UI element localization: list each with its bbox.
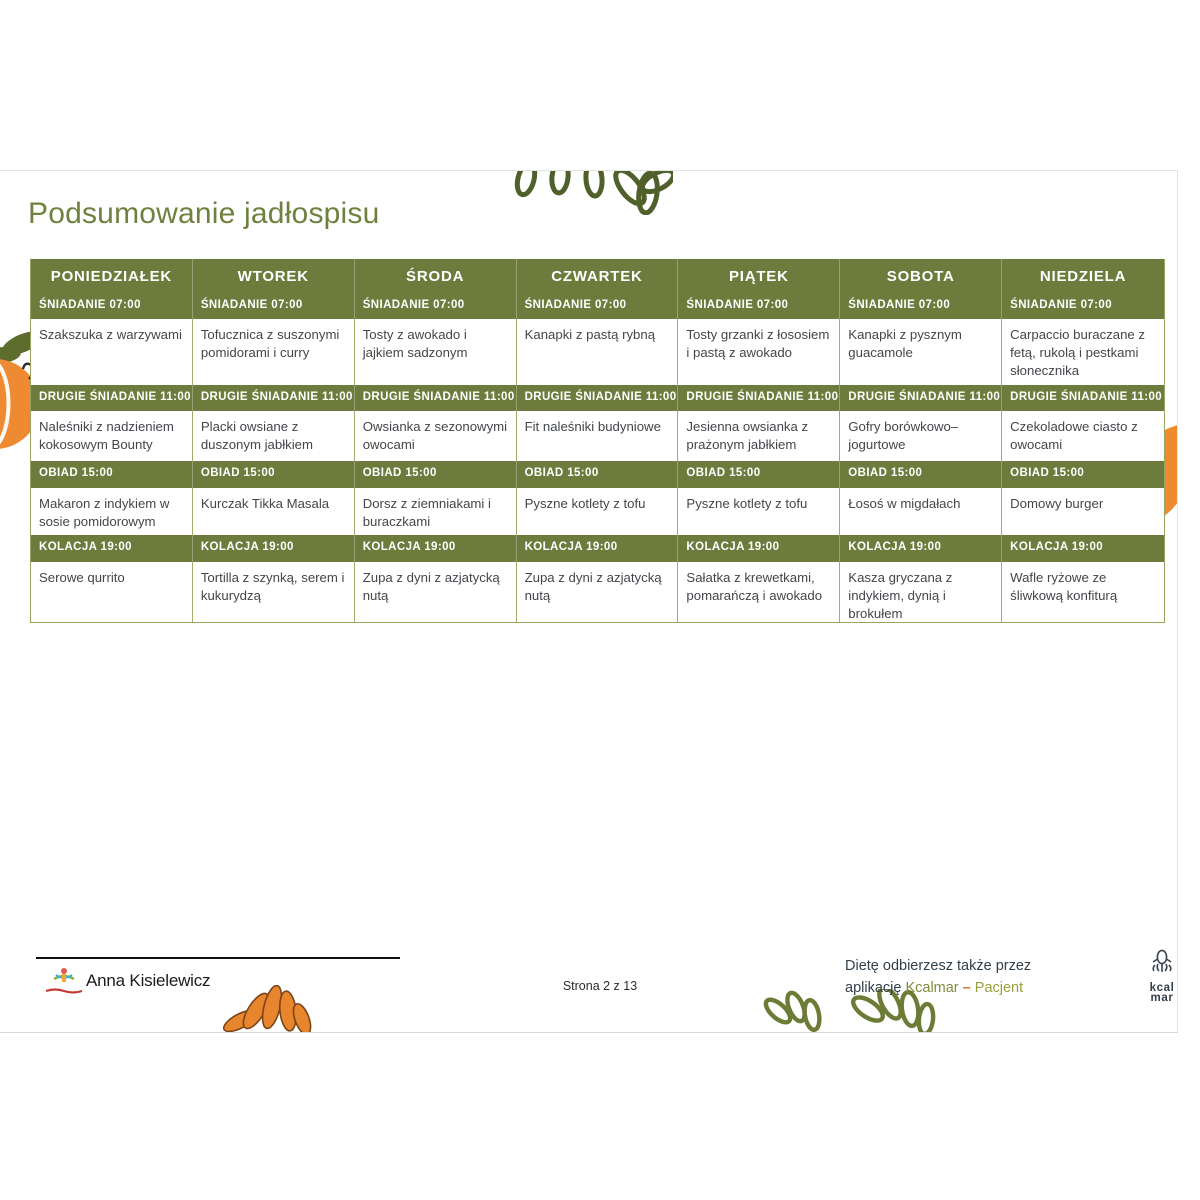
meal-slot-label-2: DRUGIE ŚNIADANIE 11:00 [1002,385,1164,411]
page-title: Podsumowanie jadłospisu [28,197,380,230]
app-note-line2-prefix: aplikację [845,980,906,997]
meal-cell: Gofry borówkowo–jogurtowe [840,411,1002,461]
meal-cell: Kanapki z pastą rybną [517,319,679,385]
kcalmar-logo-text-top: kcal [1149,982,1175,994]
meal-slot-label-1: ŚNIADANIE 07:00 [517,293,679,319]
meal-slot-label-4: KOLACJA 19:00 [678,535,840,562]
meal-cell: Jesienna owsianka z prażonym jabłkiem [678,411,840,461]
squid-icon [1147,949,1177,979]
meal-cell: Tosty grzanki z łososiem i pastą z awokado [678,319,840,385]
day-header-4: CZWARTEK [517,259,679,293]
page-number: Strona 2 z 13 [562,979,638,993]
meal-slot-label-2: DRUGIE ŚNIADANIE 11:00 [31,385,193,411]
meal-cell: Kasza gryczana z indykiem, dynią i brokułem [840,562,1002,622]
author-name: Anna Kisielewicz [86,971,211,990]
meal-slot-label-4: KOLACJA 19:00 [355,535,517,562]
meal-slot-label-1: ŚNIADANIE 07:00 [355,293,517,319]
meal-slot-label-1: ŚNIADANIE 07:00 [1002,293,1164,319]
meal-cell: Fit naleśniki budyniowe [517,411,679,461]
day-header-3: ŚRODA [355,259,517,293]
meal-cell: Czekoladowe ciasto z owocami [1002,411,1164,461]
meal-slot-label-3: OBIAD 15:00 [31,461,193,488]
meal-slot-label-2: DRUGIE ŚNIADANIE 11:00 [840,385,1002,411]
meal-cell: Pyszne kotlety z tofu [517,488,679,535]
meal-cell: Łosoś w migdałach [840,488,1002,535]
meal-slot-label-3: OBIAD 15:00 [193,461,355,488]
meal-slot-label-3: OBIAD 15:00 [678,461,840,488]
leaf-branch-top-icon [498,170,673,215]
day-header-2: WTOREK [193,259,355,293]
meal-slot-label-1: ŚNIADANIE 07:00 [678,293,840,319]
meal-cell: Tosty z awokado i jajkiem sadzonym [355,319,517,385]
meal-slot-label-2: DRUGIE ŚNIADANIE 11:00 [193,385,355,411]
meal-cell: Tortilla z szynką, serem i kukurydzą [193,562,355,622]
day-header-5: PIĄTEK [678,259,840,293]
meal-cell: Naleśniki z nadzieniem kokosowym Bounty [31,411,193,461]
meal-slot-label-2: DRUGIE ŚNIADANIE 11:00 [355,385,517,411]
orange-leaf-bottom-left-icon [222,985,322,1033]
meal-cell: Zupa z dyni z azjatycką nutą [355,562,517,622]
dietitian-logo [40,965,88,1001]
meal-cell: Owsianka z sezonowymi owocami [355,411,517,461]
meal-slot-label-4: KOLACJA 19:00 [840,535,1002,562]
pacjent-link[interactable]: Pacjent [974,980,1024,997]
meal-slot-label-3: OBIAD 15:00 [517,461,679,488]
meal-cell: Pyszne kotlety z tofu [678,488,840,535]
meal-cell: Kanapki z pysznym guacamole [840,319,1002,385]
app-note [845,955,1115,1000]
meal-slot-label-1: ŚNIADANIE 07:00 [31,293,193,319]
meal-cell: Sałatka z krewetkami, pomarańczą i awokado [678,562,840,622]
meal-cell: Kurczak Tikka Masala [193,488,355,535]
kcalmar-logo-text-bottom: mar [1150,991,1174,1004]
meal-cell: Placki owsiane z duszonym jabłkiem [193,411,355,461]
kcalmar-brand-link[interactable]: Kcalmar [905,980,959,997]
meal-cell: Carpaccio buraczane z fetą, rukolą i pestkami słonecznika [1002,319,1164,385]
meal-slot-label-1: ŚNIADANIE 07:00 [840,293,1002,319]
meal-cell: Szakszuka z warzywami [31,319,193,385]
meal-cell: Makaron z indykiem w sosie pomidorowym [31,488,193,535]
footer-divider [36,957,400,959]
meal-cell: Tofucznica z suszonymi pomidorami i curry [193,319,355,385]
app-note-dash: – [962,980,971,997]
meal-slot-label-3: OBIAD 15:00 [355,461,517,488]
menu-table [30,259,1165,623]
meal-slot-label-4: KOLACJA 19:00 [1002,535,1164,562]
meal-slot-label-3: OBIAD 15:00 [1002,461,1164,488]
meal-cell: Zupa z dyni z azjatycką nutą [517,562,679,622]
meal-cell: Serowe qurrito [31,562,193,622]
app-note-line1: Dietę odbierzesz także przez [845,958,1032,974]
document-page [0,170,1178,1033]
meal-slot-label-2: DRUGIE ŚNIADANIE 11:00 [517,385,679,411]
meal-slot-label-4: KOLACJA 19:00 [193,535,355,562]
day-header-6: SOBOTA [840,259,1002,293]
meal-cell: Wafle ryżowe ze śliwkową konfiturą [1002,562,1164,622]
meal-slot-label-2: DRUGIE ŚNIADANIE 11:00 [678,385,840,411]
meal-slot-label-4: KOLACJA 19:00 [31,535,193,562]
kcalmar-logo [1141,949,1178,1004]
meal-slot-label-3: OBIAD 15:00 [840,461,1002,488]
day-header-7: NIEDZIELA [1002,259,1164,293]
day-header-1: PONIEDZIAŁEK [31,259,193,293]
meal-slot-label-4: KOLACJA 19:00 [517,535,679,562]
meal-cell: Domowy burger [1002,488,1164,535]
meal-slot-label-1: ŚNIADANIE 07:00 [193,293,355,319]
meal-cell: Dorsz z ziemniakami i buraczkami [355,488,517,535]
